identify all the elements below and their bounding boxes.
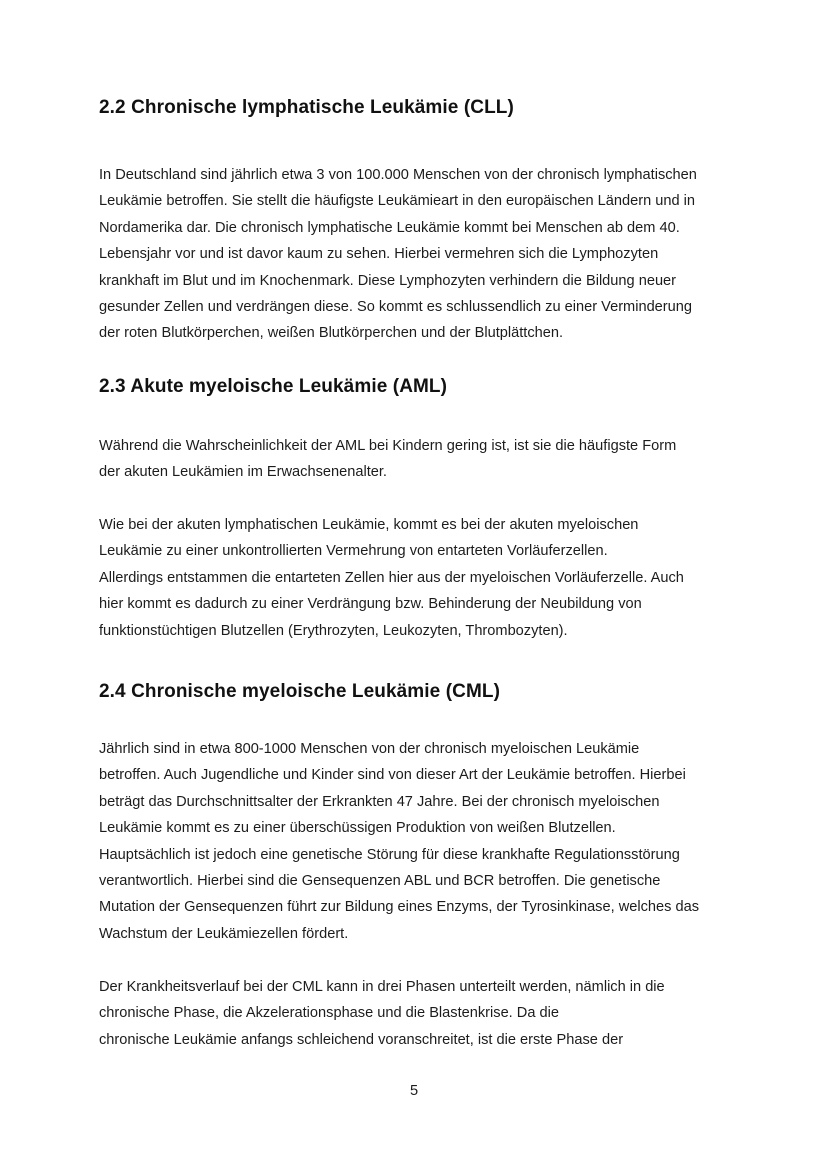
paragraph-aml-1 [99,433,739,486]
text-line: krankhaft im Blut und im Knochenmark. Diese Lymphozyten verhindern die Bildung neuer [99,272,677,289]
paragraph-aml-2 [99,512,739,644]
text-line: chronische Phase, die Akzelerationsphase und die Blastenkrise. Da die [99,1005,559,1022]
text-line: Nordamerika dar. Die chronisch lymphatische Leukämie kommt bei Menschen ab dem 40. [99,219,680,236]
text-line: verantwortlich. Hierbei sind die Gensequenzen ABL und BCR betroffen. Die genetische [99,873,661,890]
paragraph-cml-2 [99,974,739,1053]
text-line: der akuten Leukämien im Erwachsenenalter. [99,464,387,481]
text-line: Hauptsächlich ist jedoch eine genetische Störung für diese krankhafte Regulationsstörung [99,846,680,863]
text-line: gesunder Zellen und verdrängen diese. So kommt es schlussendlich zu einer Verminderung [99,299,693,316]
text-line: In Deutschland sind jährlich etwa 3 von 100.000 Menschen von der chronisch lymphatischen [99,167,697,183]
paragraph-cll-1 [99,162,739,347]
section-heading-cml: 2.4 Chronische myeloische Leukämie (CML) [99,681,501,702]
text-line: beträgt das Durchschnittsalter der Erkrankten 47 Jahre. Bei der chronisch myeloischen [99,793,660,810]
text-line: Wachstum der Leukämiezellen fördert. [99,925,349,942]
text-line: Leukämie kommt es zu einer überschüssigen Produktion von weißen Blutzellen. [99,820,616,837]
text-line: Wie bei der akuten lymphatischen Leukämie, kommt es bei der akuten myeloischen [99,517,639,533]
text-line: Mutation der Gensequenzen führt zur Bildung eines Enzyms, der Tyrosinkinase, welches das [99,899,700,916]
text-line: betroffen. Auch Jugendliche und Kinder sind von dieser Art der Leukämie betroffen. Hierbei [99,767,686,784]
section-heading-aml: 2.3 Akute myeloische Leukämie (AML) [99,376,448,397]
text-line: Der Krankheitsverlauf bei der CML kann in drei Phasen unterteilt werden, nämlich in die [99,979,665,995]
section-heading-cll: 2.2 Chronische lymphatische Leukämie (CLL) [99,97,514,118]
text-line: Während die Wahrscheinlichkeit der AML bei Kindern gering ist, ist sie die häufigste Form [99,438,677,454]
page-number: 5 [409,1083,419,1099]
text-line: Leukämie zu einer unkontrollierten Vermehrung von entarteten Vorläuferzellen. [99,543,608,560]
text-line: der roten Blutkörperchen, weißen Blutkörperchen und der Blutplättchen. [99,325,564,342]
text-line: Allerdings entstammen die entarteten Zellen hier aus der myeloischen Vorläuferzelle. Auch [99,569,684,586]
text-line: funktionstüchtigen Blutzellen (Erythrozyten, Leukozyten, Thrombozyten). [99,622,568,639]
text-line: Jährlich sind in etwa 800-1000 Menschen von der chronisch myeloischen Leukämie [99,741,640,757]
text-line: Lebensjahr vor und ist davor kaum zu sehen. Hierbei vermehren sich die Lymphozyten [99,246,659,263]
text-line: Leukämie betroffen. Sie stellt die häufigste Leukämieart in den europäischen Ländern und in [99,193,696,210]
paragraph-cml-1 [99,736,739,947]
text-line: hier kommt es dadurch zu einer Verdrängung bzw. Behinderung der Neubildung von [99,596,642,613]
text-line: chronische Leukämie anfangs schleichend voranschreitet, ist die erste Phase der [99,1031,624,1048]
